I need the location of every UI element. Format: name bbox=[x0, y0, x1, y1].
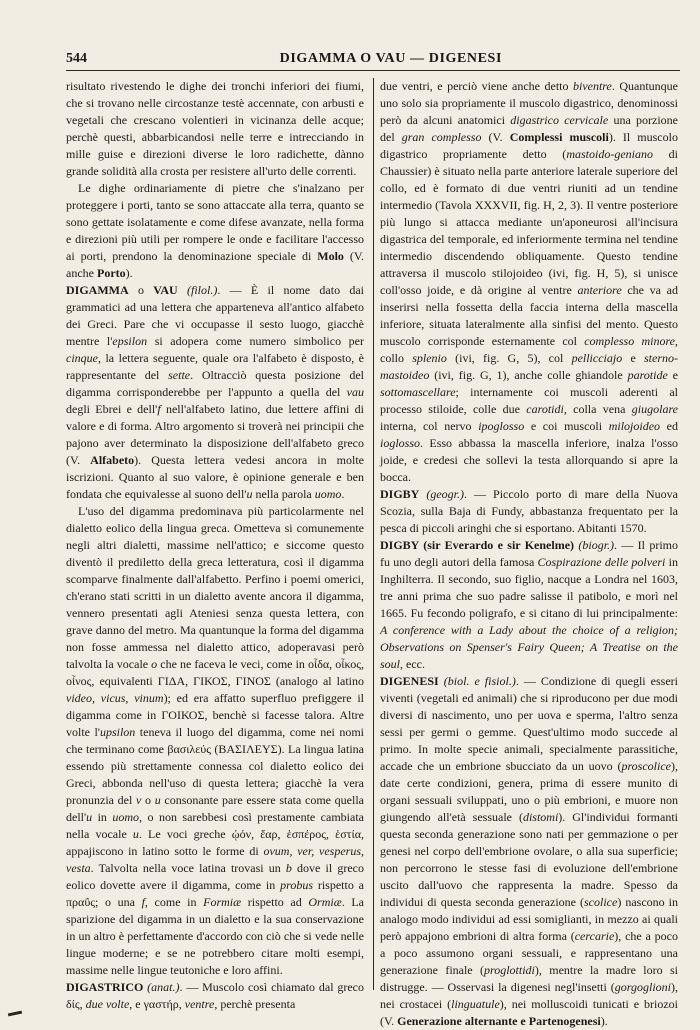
running-title: DIGAMMA O VAU — DIGENESI bbox=[279, 51, 502, 66]
paragraph-digastrico-cont: due ventri, e perciò viene anche detto biventre. Quantunque uno solo sia propriamente il muscolo digastrico, denominossi però da alcuni anatomici digastrico cervicale una porzione del gran complesso (V. Complessi muscoli). Il muscolo digastrico propriamente detto (mastoido-geniano di Chaussier) è situato nella parte anteriore laterale superiore del collo, ed è formato di due ventri riuniti ad un tendine intermedio (Tavola XXXVII, fig. H, 2, 3). Il ventre posteriore più lungo si attacca mediante un'aponeurosi all'incisura digastrica del temporale, ed inferiormente termina nel tendine intermedio discendendo obliquamente. Questo tendine attraversa il muscolo stilojoideo (ivi, fig. H, 5), si unisce coll'osso joide, e dà origine al ventre anteriore che va ad inserirsi nella fossetta della faccia interna della mascella inferiore, situata lateralmente alla sinfisi del mento. Questo muscolo corrisponde esternamente col complesso minore, collo splenio (ivi, fig. G, 5), col pellicciajo e sterno-mastoideo (ivi, fig. G, 1), anche colle ghiandole parotide e sottomascellare; internamente coi muscoli aderenti al processo stiloide, colle due carotidi, colla vena giugolare interna, col nervo ipoglosso e coi muscoli milojoideo ed ioglosso. Esso abbassa la mascella inferiore, inalza l'osso joide, e credesi che sollevi la testa allorquando si apre la bocca. bbox=[380, 79, 678, 484]
entry-digby-geogr: DIGBY (geogr.). — Piccolo porto di mare della Nuova Scozia, sulla Baja di Fundy, abbastanza frequentato per la pesca di piccoli aringhi che si esportano. Abitanti 1570. bbox=[380, 487, 679, 535]
page-number: 544 bbox=[66, 51, 87, 66]
entry-heading: DIGAMMA bbox=[66, 283, 129, 297]
entry-heading: DIGBY (sir Everardo e sir Kenelme) bbox=[380, 538, 575, 552]
column-divider bbox=[373, 78, 374, 990]
page-mark bbox=[8, 1011, 22, 1017]
entry-digamma: DIGAMMA o VAU (filol.). — È il nome dato dai grammatici ad una lettera che apparteneva all'antico alfabeto dei Greci. Pare che vi occupasse il sesto luogo, giacchè mentre l'epsilon si adopera come numero simbolico per cinque, la lettera seguente, quale ora l'alfabeto è disposto, è rappresentante del sette. Oltracciò questa posizione del digamma corrisponderebbe per l'appunto a quella del vau degli Ebrei e dell'f nell'alfabeto latino, due lettere affini di valore e di forma. Altro argomento si troverà nei principii che pajono aver determinato la disposizione dell'alfabeto greco (V. Alfabeto). Questa lettera vedesi ancora in molte iscrizioni. Quanto al suo valore, è opinione generale e ben fondata che equivalesse al suono dell'u nella parola uomo. bbox=[66, 283, 365, 501]
right-column bbox=[380, 78, 678, 1030]
entry-digby-biogr: DIGBY (sir Everardo e sir Kenelme) (biogr.). — Il primo fu uno degli autori della famosa Cospirazione delle polveri in Inghilterra. Il secondo, suo figlio, nacque a Londra nel 1603, tre anni prima che suo padre salisse il patibolo, e morì nel 1665. Fu fecondo poligrafo, e si citano di lui principalmente: A conference with a Lady about the choice of a religion; Observations on Spenser's Fairy Queen; A Treatise on the soul, ecc. bbox=[380, 538, 679, 671]
entry-heading: DIGBY bbox=[380, 487, 420, 501]
entry-digastrico: DIGASTRICO (anat.). — Muscolo così chiamato dal greco δίς, due volte, e γαστήρ, ventre, perchè presenta bbox=[66, 980, 364, 1011]
entry-heading: DIGENESI bbox=[380, 674, 439, 688]
paragraph-dighe-end: risultato rivestendo le dighe dei tronchi inferiori dei fiumi, che si trovano nelle circostanze testè accennate, con arbusti e vegetali che crescano volentieri in vicinanza delle acque; perchè questi, abbarbicandosi nelle terre e intrecciando in mille guise e direzioni diverse le loro radichette, dànno grande solidità alla crosta per resistere all'urto delle correnti. bbox=[66, 79, 364, 178]
paragraph-digamma-usage: L'uso del digamma predominava più particolarmente nel dialetto eolico della lingua greca. Ometteva si comunemente negli altri dialetti, massime nell'attico; e siccome questo diventò il prediletto della greca letteratura, così il digamma scomparve finalmente dall'alfabetto. Perfino i poemi omerici, ch'erano stati scritti in un dialetto avente ancora il digamma, vennero presentati agli Ateniesi senza questa lettera, con grave danno del metro. Ma quantunque la forma del digamma non fosse ammessa nel dialetto attico, adoperavasi però talvolta la vocale o che ne faceva le veci, come in οἶδα, οἶκος, οἶνος, equivalenti ΓΙΔΑ, ΓΙΚΟΣ, ΓΙΝΟΣ (analogo al latino video, vicus, vinum); ed era affatto superfluo prefiggere il digamma come in ΓΟΙΚΟΣ, benchè si facesse talora. Altre volte l'upsilon teneva il luogo del digamma, come nei nomi che terminano come βασιλεύς (ΒΑΣΙΛΕΥΣ). La lingua latina essendo più strettamente connessa col dialetto eolico dei Greci, abbonda nell'uso di questa lettera; giacchè la vera pronunzia del v o u consonante pare essere stata come quella dell'u in uomo, o non sarebbesi così prestamente cambiata nella vocale u. Le voci greche ᾠόν, ἔαρ, ἑσπέρος, ἑστία, appajiscono in latino sotto le forme di ovum, ver, vesperus, vesta. Talvolta nella voce latina trovasi un b dove il greco eolico dovette avere il digamma, come in probus rispetto a πραΰς; o una f, come in Formiæ rispetto ad Ormiæ. La sparizione del digamma in un dialetto e la sua conservazione in un altro è perfettamente d'accordo con ciò che si vede nelle lingue moderne; e se ne potrebbero citare molti esempi, massime nelle lingue teutoniche e loro affini. bbox=[66, 504, 365, 977]
paragraph-molo: Le dighe ordinariamente di pietre che s'inalzano per proteggere i porti, tanto se sono attaccate alla terra, quanto se sono gettate isolatamente e come difese avanzate, nella forma e direzioni più utili per rompere le onde e facilitare l'accesso ai porti, prendono la denominazione speciale di Molo (V. anche Porto). bbox=[66, 181, 364, 280]
entry-heading: DIGASTRICO bbox=[66, 980, 144, 994]
left-column bbox=[66, 78, 364, 1013]
entry-digenesi: DIGENESI (biol. e fisiol.). — Condizione di quegli esseri viventi (vegetali ed animali) che si riproducono per due modi diversi di nascimento, uno per uova e sperma, l'altro senza sessi per germi o gemme. Quest'ultimo modo succede al primo. In molte specie animali, specialmente parassitiche, accade che un embrione sbucciato da un uovo (proscolice), date certe condizioni, genera, prima di essere munito di organi sessuali sviluppati, uno o più embrioni, e muore non giungendo all'età sessuale (distomi). Gl'individui formanti questa seconda generazione sono nati per gemmazione o per genesi nel corpo dell'embrione ovolare, o alla sua superficie; non percorrono le stesse fasi di evoluzione dell'embrione uscito dall'uovo che rappresenta la madre. Spesso da individui di questa seconda generazione (scolice) nascono in analogo modo individui ad essi somiglianti, in mezzo ai quali però appajono embrioni di altra forma (cercarie), che a poco a poco assumono organi sessuali, e rappresentano una generazione finale (proglottidi), mentre la madre loro si distrugge. — Osservasi la digenesi negl'insetti (gorgoglioni), nei crostacei (linguatule), nei molluscoidi tunicati e briozoi (V. Generazione alternante e Partenogenesi). bbox=[380, 674, 679, 1028]
page-header bbox=[66, 48, 680, 71]
